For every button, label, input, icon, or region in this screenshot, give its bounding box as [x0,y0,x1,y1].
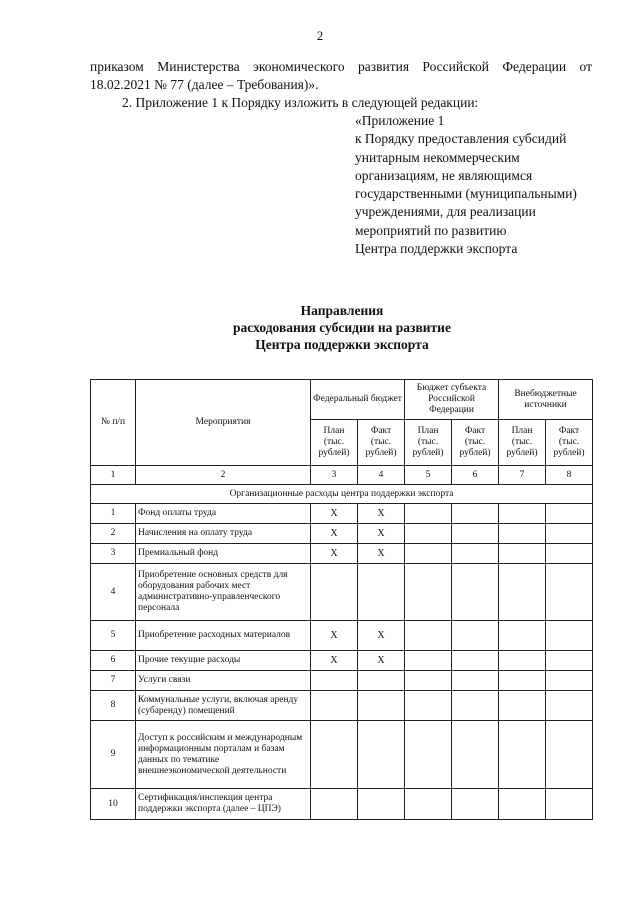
row-activity: Коммунальные услуги, включая аренду (субаренду) помещений [136,691,311,721]
empty-cell [546,721,593,789]
federal-fact-cell: X [358,651,405,671]
header-plan: План (тыс. рублей) [405,420,452,466]
federal-fact-cell [358,789,405,820]
section-title: Организационные расходы центра поддержки экспорта [91,485,593,504]
row-number: 8 [91,691,136,721]
federal-plan-cell: X [311,621,358,651]
federal-fact-cell [358,721,405,789]
empty-cell [546,544,593,564]
header-fact: Факт (тыс. рублей) [358,420,405,466]
empty-cell [546,671,593,691]
empty-cell [452,691,499,721]
empty-cell [452,721,499,789]
empty-cell [499,564,546,621]
federal-fact-cell: X [358,524,405,544]
table-row [91,721,593,789]
table-row [91,564,593,621]
header-activity: Мероприятия [136,380,311,466]
table-row [91,789,593,820]
empty-cell [546,504,593,524]
table-row [91,621,593,651]
empty-cell [405,564,452,621]
row-number: 10 [91,789,136,820]
federal-fact-cell [358,671,405,691]
empty-cell [405,651,452,671]
empty-cell [546,651,593,671]
column-number: 1 [91,466,136,485]
federal-plan-cell: X [311,651,358,671]
title-line: расходования субсидии на развитие [233,320,451,335]
empty-cell [499,691,546,721]
column-number: 8 [546,466,593,485]
empty-cell [499,544,546,564]
empty-cell [499,671,546,691]
federal-fact-cell [358,564,405,621]
empty-cell [452,671,499,691]
column-number: 4 [358,466,405,485]
document-title [0,302,640,353]
row-number: 5 [91,621,136,651]
federal-plan-cell: X [311,524,358,544]
empty-cell [499,524,546,544]
row-activity: Премиальный фонд [136,544,311,564]
empty-cell [405,621,452,651]
page-number: 2 [316,28,324,43]
title-line: Направления [300,303,384,318]
empty-cell [405,504,452,524]
appendix-line: к Порядку предоставления субсидий [355,131,567,147]
appendix-line: Центра поддержки экспорта [355,241,518,257]
row-activity: Сертификация/инспекция центра поддержки экспорта (далее – ЦПЭ) [136,789,311,820]
row-activity: Начисления на оплату труда [136,524,311,544]
federal-plan-cell [311,691,358,721]
empty-cell [546,621,593,651]
table-row [91,504,593,524]
appendix-header [355,112,605,258]
table-row [91,691,593,721]
paragraph-order-reference: приказом Министерства экономического развития Российской Федерации от 18.02.2021 № 77 (далее – Требования)». [90,59,592,92]
empty-cell [405,691,452,721]
header-fact: Факт (тыс. рублей) [546,420,593,466]
header-federal-budget: Федеральный бюджет [311,380,405,420]
empty-cell [546,691,593,721]
federal-fact-cell [358,691,405,721]
row-number: 4 [91,564,136,621]
empty-cell [499,504,546,524]
row-activity: Приобретение основных средств для оборудования рабочих мест административно-управленческого персонала [136,564,311,621]
row-activity: Прочие текущие расходы [136,651,311,671]
table-row [91,651,593,671]
row-number: 2 [91,524,136,544]
empty-cell [499,721,546,789]
column-number: 7 [499,466,546,485]
header-extrabudgetary: Внебюджетные источники [499,380,593,420]
federal-plan-cell: X [311,544,358,564]
empty-cell [452,524,499,544]
appendix-line: «Приложение 1 [355,113,445,128]
empty-cell [499,651,546,671]
empty-cell [452,504,499,524]
appendix-line: унитарным некоммерческим [355,149,520,165]
empty-cell [405,544,452,564]
row-number: 9 [91,721,136,789]
federal-fact-cell: X [358,504,405,524]
title-line: Центра поддержки экспорта [255,337,429,352]
empty-cell [452,564,499,621]
row-number: 1 [91,504,136,524]
federal-fact-cell: X [358,544,405,564]
header-plan: План (тыс. рублей) [499,420,546,466]
row-activity: Услуги связи [136,671,311,691]
federal-plan-cell: X [311,504,358,524]
paragraph-appendix-change: 2. Приложение 1 к Порядку изложить в следующей редакции: [122,95,479,110]
empty-cell [405,789,452,820]
empty-cell [405,721,452,789]
column-number: 5 [405,466,452,485]
federal-plan-cell [311,789,358,820]
row-activity: Приобретение расходных материалов [136,621,311,651]
empty-cell [405,524,452,544]
header-regional-budget: Бюджет субъекта Российской Федерации [405,380,499,420]
empty-cell [546,789,593,820]
row-number: 6 [91,651,136,671]
federal-plan-cell [311,671,358,691]
table-row [91,544,593,564]
column-number: 6 [452,466,499,485]
empty-cell [546,524,593,544]
appendix-line: государственными (муниципальными) [355,186,577,202]
federal-plan-cell [311,564,358,621]
column-number: 2 [136,466,311,485]
appendix-line: учреждениями, для реализации [355,204,536,220]
table-row [91,671,593,691]
header-plan: План (тыс. рублей) [311,420,358,466]
row-number: 7 [91,671,136,691]
header-fact: Факт (тыс. рублей) [452,420,499,466]
appendix-line: мероприятий по развитию [355,222,507,238]
empty-cell [499,621,546,651]
table-row [91,524,593,544]
column-number: 3 [311,466,358,485]
empty-cell [405,671,452,691]
federal-plan-cell [311,721,358,789]
expenditure-table [90,379,593,820]
row-activity: Доступ к российским и международным информационным порталам и базам данных по тематике внешнеэкономической деятельности [136,721,311,789]
federal-fact-cell: X [358,621,405,651]
empty-cell [452,621,499,651]
empty-cell [546,564,593,621]
empty-cell [499,789,546,820]
row-activity: Фонд оплаты труда [136,504,311,524]
empty-cell [452,651,499,671]
empty-cell [452,789,499,820]
header-number: № п/п [91,380,136,466]
empty-cell [452,544,499,564]
appendix-line: организациям, не являющимся [355,167,533,183]
row-number: 3 [91,544,136,564]
